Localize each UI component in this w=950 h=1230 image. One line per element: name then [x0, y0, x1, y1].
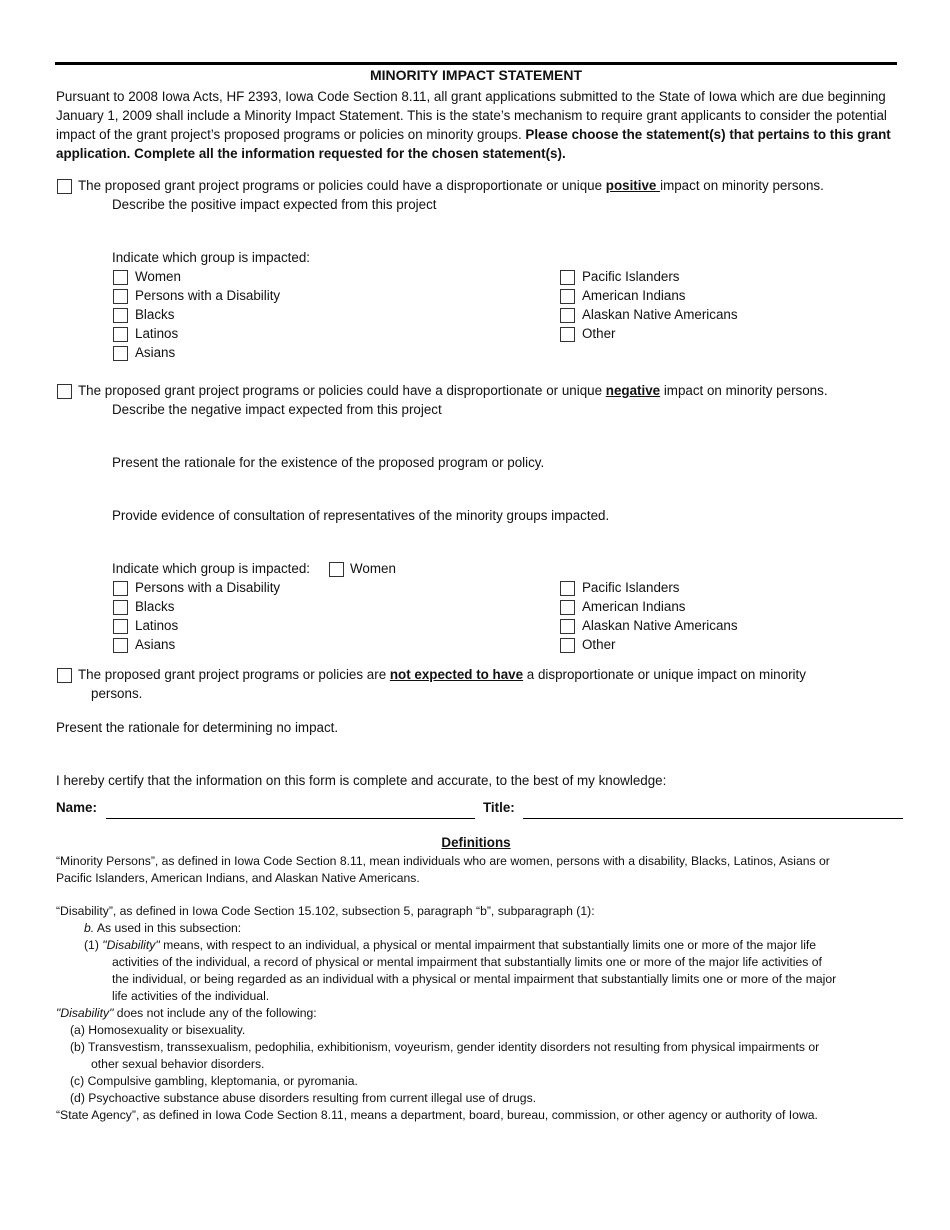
- positive-asians-checkbox[interactable]: [113, 346, 128, 361]
- negative-rationale-label: Present the rationale for the existence of the proposed program or policy.: [112, 455, 545, 470]
- top-rule: [55, 62, 897, 65]
- positive-pacific-label: Pacific Islanders: [582, 269, 680, 284]
- negative-pacific-checkbox[interactable]: [560, 581, 575, 596]
- negative-impact-checkbox[interactable]: [57, 384, 72, 399]
- def-one-pre: (1): [84, 938, 103, 952]
- negative-latinos-label: Latinos: [135, 618, 179, 633]
- negative-asians-label: Asians: [135, 637, 176, 652]
- positive-statement: [78, 177, 824, 195]
- title-field[interactable]: [523, 818, 903, 819]
- def-excl-term: "Disability": [56, 1006, 114, 1020]
- name-label: Name:: [56, 800, 97, 815]
- negative-key: negative: [605, 383, 661, 398]
- positive-women-label: Women: [135, 269, 181, 284]
- negative-women-checkbox[interactable]: [329, 562, 344, 577]
- negative-indicate-label: Indicate which group is impacted:: [112, 561, 310, 576]
- def-excl-text: does not include any of the following:: [113, 1006, 317, 1020]
- def-b-line: [84, 919, 241, 937]
- positive-pacific-checkbox[interactable]: [560, 270, 575, 285]
- negative-pacific-label: Pacific Islanders: [582, 580, 680, 595]
- negative-american-indians-checkbox[interactable]: [560, 600, 575, 615]
- title-label: Title:: [483, 800, 515, 815]
- positive-other-checkbox[interactable]: [560, 327, 575, 342]
- def-one-text: means, with respect to an individual, a physical or mental impairment that substantially limits one or more of the major life: [159, 938, 817, 952]
- page-title: MINORITY IMPACT STATEMENT: [369, 67, 583, 83]
- negative-other-label: Other: [582, 637, 616, 652]
- negative-alaskan-checkbox[interactable]: [560, 619, 575, 634]
- positive-post: impact on minority persons.: [660, 178, 824, 193]
- def-exclusion-c: (c) Compulsive gambling, kleptomania, or pyromania.: [70, 1074, 358, 1088]
- def-one-term: "Disability": [102, 938, 160, 952]
- negative-statement: [78, 382, 828, 400]
- negative-other-checkbox[interactable]: [560, 638, 575, 653]
- positive-women-checkbox[interactable]: [113, 270, 128, 285]
- negative-blacks-checkbox[interactable]: [113, 600, 128, 615]
- negative-alaskan-label: Alaskan Native Americans: [582, 618, 738, 633]
- positive-latinos-label: Latinos: [135, 326, 179, 341]
- positive-describe-label: Describe the positive impact expected from this project: [112, 197, 437, 212]
- negative-american-indians-label: American Indians: [582, 599, 686, 614]
- negative-women-label: Women: [350, 561, 396, 576]
- positive-alaskan-label: Alaskan Native Americans: [582, 307, 738, 322]
- no-impact-post: a disproportionate or unique impact on minority: [523, 667, 806, 682]
- intro-paragraph: [56, 87, 898, 163]
- def-exclusion-d: (d) Psychoactive substance abuse disorders resulting from current illegal use of drugs.: [70, 1091, 537, 1105]
- intro-text: Pursuant to 2008 Iowa Acts, HF 2393, Iowa Code Section 8.11, all grant applications submitted to the State of Iowa which are due beginning January 1, 2009 shall include a Minority Impact Statement. This is the state’s mechanism to require grant applicants to consider the potential impact of the grant project’s proposed programs or policies on minority groups.: [56, 89, 887, 142]
- negative-disability-label: Persons with a Disability: [135, 580, 281, 595]
- def-minority-line2: Pacific Islanders, American Indians, and Alaskan Native Americans.: [56, 871, 420, 885]
- definitions-heading: Definitions: [441, 835, 511, 850]
- intro-instruction: Please choose the statement(s) that pertains to this grant application. Complete all the information requested for the chosen statement(s).: [56, 127, 891, 161]
- def-exclusion-intro: [56, 1004, 317, 1022]
- positive-latinos-checkbox[interactable]: [113, 327, 128, 342]
- positive-asians-label: Asians: [135, 345, 176, 360]
- def-one-line4: life activities of the individual.: [112, 989, 270, 1003]
- positive-alaskan-checkbox[interactable]: [560, 308, 575, 323]
- positive-indicate-label: Indicate which group is impacted:: [112, 250, 310, 265]
- positive-key: positive: [605, 178, 661, 193]
- positive-impact-checkbox[interactable]: [57, 179, 72, 194]
- negative-post: impact on minority persons.: [660, 383, 828, 398]
- positive-disability-checkbox[interactable]: [113, 289, 128, 304]
- positive-pre: The proposed grant project programs or policies could have a disproportionate or unique: [78, 178, 606, 193]
- positive-blacks-checkbox[interactable]: [113, 308, 128, 323]
- certify-text: I hereby certify that the information on this form is complete and accurate, to the best of my knowledge:: [56, 773, 667, 788]
- def-one-line3: the individual, or being regarded as an individual with a physical or mental impairment that substantially limits one or more of the major: [112, 972, 837, 986]
- def-exclusion-b1: (b) Transvestism, transsexualism, pedophilia, exhibitionism, voyeurism, gender identity disorders not resulting from physical impairments or: [70, 1040, 820, 1054]
- negative-disability-checkbox[interactable]: [113, 581, 128, 596]
- name-field[interactable]: [106, 818, 475, 819]
- negative-asians-checkbox[interactable]: [113, 638, 128, 653]
- positive-american-indians-label: American Indians: [582, 288, 686, 303]
- def-b-label: b.: [84, 921, 95, 935]
- negative-pre: The proposed grant project programs or policies could have a disproportionate or unique: [78, 383, 606, 398]
- no-impact-key: not expected to have: [389, 667, 524, 682]
- positive-american-indians-checkbox[interactable]: [560, 289, 575, 304]
- negative-latinos-checkbox[interactable]: [113, 619, 128, 634]
- positive-disability-label: Persons with a Disability: [135, 288, 281, 303]
- def-disability-intro: “Disability”, as defined in Iowa Code Section 15.102, subsection 5, paragraph “b”, subparagraph (1):: [56, 904, 595, 918]
- def-minority-line1: “Minority Persons”, as defined in Iowa Code Section 8.11, mean individuals who are women, persons with a disability, Blacks, Latinos, Asians or: [56, 854, 830, 868]
- no-impact-statement-cont: persons.: [91, 686, 143, 701]
- no-impact-statement: [78, 666, 806, 684]
- no-impact-rationale-label: Present the rationale for determining no impact.: [56, 720, 339, 735]
- positive-other-label: Other: [582, 326, 616, 341]
- def-b-text: As used in this subsection:: [94, 921, 242, 935]
- def-one-line2: activities of the individual, a record of physical or mental impairment that substantially limits one or more of the major life activities of: [112, 955, 822, 969]
- negative-describe-label: Describe the negative impact expected from this project: [112, 402, 442, 417]
- no-impact-checkbox[interactable]: [57, 668, 72, 683]
- def-exclusion-b2: other sexual behavior disorders.: [91, 1057, 265, 1071]
- def-one-line1: [84, 936, 816, 954]
- no-impact-pre: The proposed grant project programs or policies are: [78, 667, 390, 682]
- negative-blacks-label: Blacks: [135, 599, 175, 614]
- def-state-agency: “State Agency”, as defined in Iowa Code Section 8.11, means a department, board, bureau, commission, or other agency or authority of Iowa.: [56, 1108, 818, 1122]
- negative-evidence-label: Provide evidence of consultation of representatives of the minority groups impacted.: [112, 508, 610, 523]
- positive-blacks-label: Blacks: [135, 307, 175, 322]
- def-exclusion-a: (a) Homosexuality or bisexuality.: [70, 1023, 246, 1037]
